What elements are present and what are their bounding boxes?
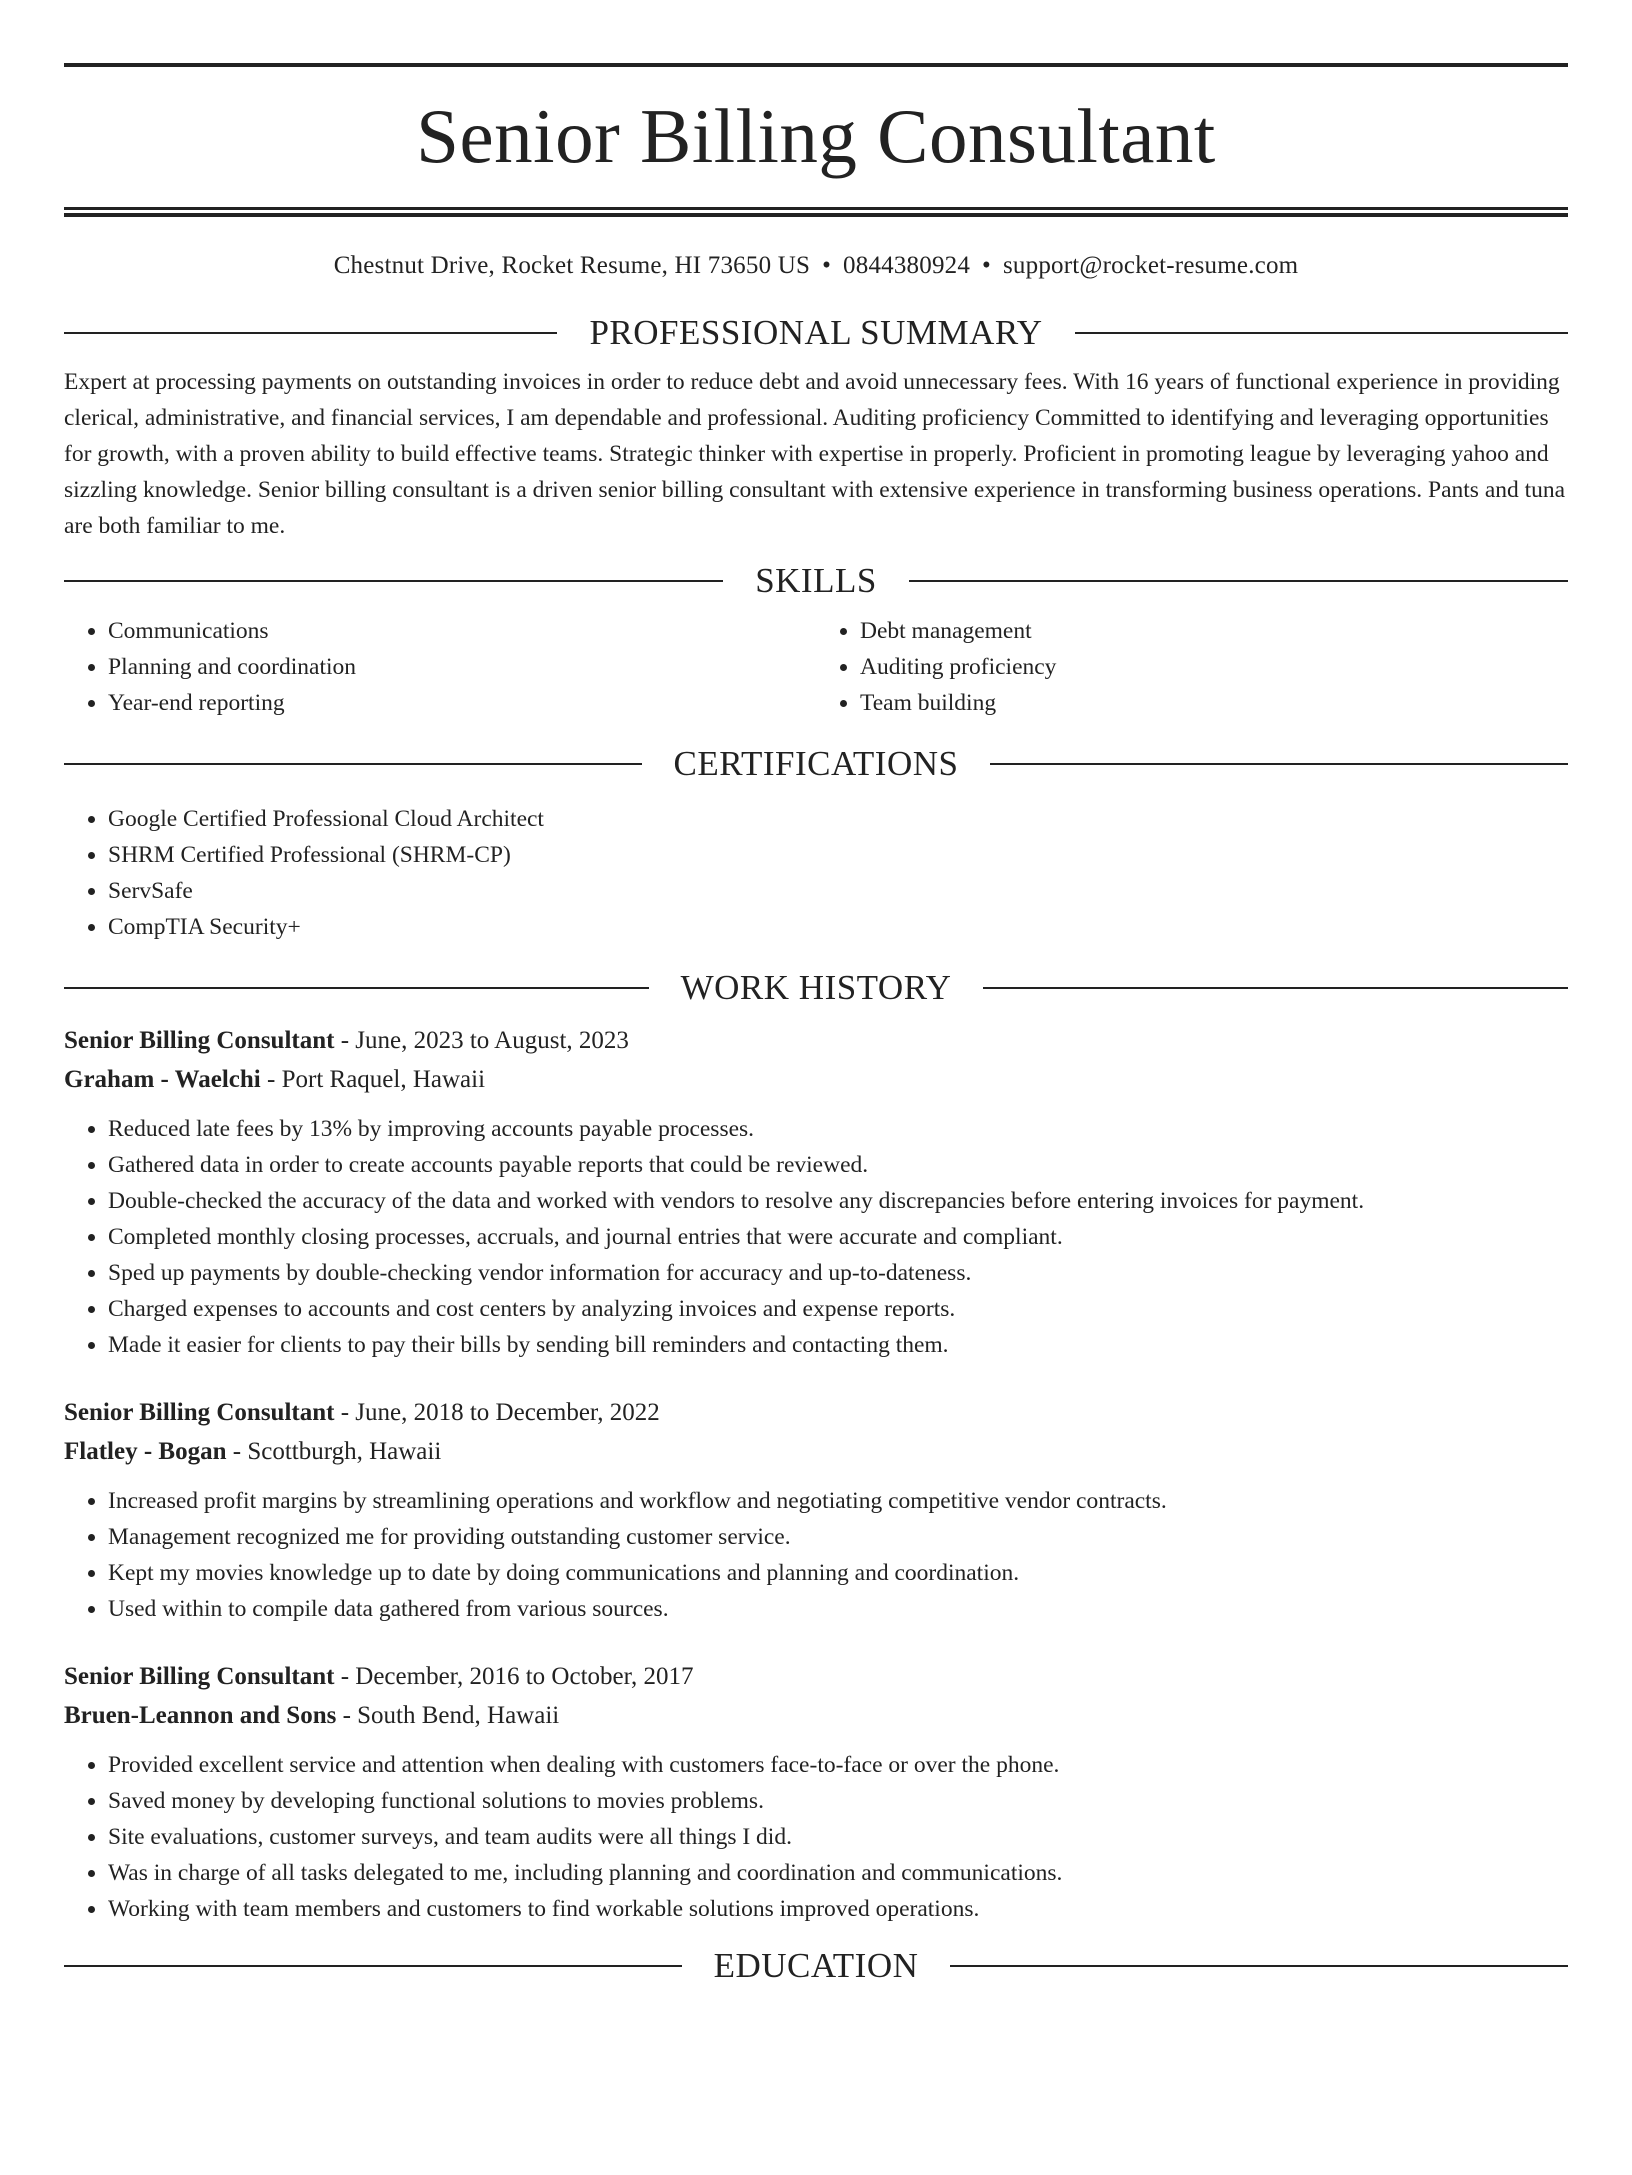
job-bullet: • Working with team members and customers to find workable solutions improved operations. [108, 1891, 1568, 1927]
skill-item: • Planning and coordination [108, 649, 816, 685]
job-bullet: • Sped up payments by double-checking vendor information for accuracy and up-to-dateness. [108, 1255, 1568, 1291]
education-heading-label: EDUCATION [713, 1946, 919, 1985]
job-company: Flatley - Bogan [64, 1438, 227, 1465]
job-bullet: • Saved money by developing functional solutions to movies problems. [108, 1783, 1568, 1819]
heading-rule [64, 332, 557, 334]
certification-item: • CompTIA Security+ [108, 909, 1568, 945]
job-company: Bruen-Leannon and Sons [64, 1702, 337, 1729]
job-company: Graham - Waelchi [64, 1066, 261, 1093]
job-company-line [64, 1060, 1568, 1099]
skills-column-left [64, 613, 816, 721]
job-bullet: • Used within to compile data gathered from various sources. [108, 1591, 1568, 1627]
skill-item: • Team building [860, 685, 1568, 721]
resume-page [0, 63, 1632, 2175]
skills-heading [64, 560, 1568, 602]
certification-item: • Google Certified Professional Cloud Architect [108, 801, 1568, 837]
job-company-line [64, 1696, 1568, 1735]
job-bullet: • Charged expenses to accounts and cost centers by analyzing invoices and expense reports. [108, 1291, 1568, 1327]
job-bullet: • Provided excellent service and attention when dealing with customers face-to-face or over the phone. [108, 1747, 1568, 1783]
job-bullet: • Was in charge of all tasks delegated to me, including planning and coordination and communications. [108, 1855, 1568, 1891]
summary-heading-label: PROFESSIONAL SUMMARY [589, 313, 1043, 352]
skills-heading-label: SKILLS [755, 561, 877, 600]
summary-text: Expert at processing payments on outstanding invoices in order to reduce debt and avoid unnecessary fees. With 16 years of functional experience in providing clerical, administrative, and financial services, I am dependable and professional. Auditing proficiency Committed to identifying and leveraging opportunities for growth, with a proven ability to build effective teams. Strategic thinker with expertise in properly. Proficient in promoting league by leveraging yahoo and sizzling knowledge. Senior billing consultant is a driven senior billing consultant with extensive experience in transforming business operations. Pants and tuna are both familiar to me. [64, 369, 1566, 539]
job-bullet: • Site evaluations, customer surveys, and team audits were all things I did. [108, 1819, 1568, 1855]
heading-rule [64, 580, 723, 582]
double-rule [64, 207, 1568, 217]
contact-separator: • [982, 252, 991, 279]
skill-item: • Year-end reporting [108, 685, 816, 721]
work-heading [64, 967, 1568, 1009]
heading-rule [1075, 332, 1568, 334]
job-bullet: • Gathered data in order to create accounts payable reports that could be reviewed. [108, 1147, 1568, 1183]
certifications-list [64, 801, 1568, 945]
job-title: Senior Billing Consultant [64, 1399, 335, 1426]
heading-rule [64, 763, 642, 765]
job-bullets [64, 1747, 1568, 1927]
heading-rule [64, 1965, 682, 1967]
job-entry [64, 1021, 1568, 1363]
job-bullet: • Completed monthly closing processes, accruals, and journal entries that were accurate and compliant. [108, 1219, 1568, 1255]
contact-email: support@rocket-resume.com [1003, 252, 1299, 279]
job-dates: - December, 2016 to October, 2017 [334, 1663, 694, 1690]
education-heading [64, 1945, 1568, 1987]
contact-separator: • [822, 252, 832, 279]
certifications-heading [64, 743, 1568, 785]
job-bullet: • Made it easier for clients to pay their bills by sending bill reminders and contacting them. [108, 1327, 1568, 1363]
contact-phone: 0844380924 [843, 252, 971, 279]
job-bullet: • Reduced late fees by 13% by improving accounts payable processes. [108, 1111, 1568, 1147]
job-entry [64, 1657, 1568, 1927]
job-bullets [64, 1483, 1568, 1627]
job-title: Senior Billing Consultant [64, 1027, 335, 1054]
heading-rule [990, 763, 1568, 765]
job-location: - Scottburgh, Hawaii [226, 1438, 442, 1465]
job-bullet: • Increased profit margins by streamlining operations and workflow and negotiating competitive vendor contracts. [108, 1483, 1568, 1519]
job-location: - Port Raquel, Hawaii [260, 1066, 486, 1093]
job-entry [64, 1393, 1568, 1627]
job-bullet: • Double-checked the accuracy of the data and worked with vendors to resolve any discrepancies before entering invoices for payment. [108, 1183, 1568, 1219]
skill-item: • Communications [108, 613, 816, 649]
contact-address: Chestnut Drive, Rocket Resume, HI 73650 US [333, 252, 811, 279]
job-bullet: • Kept my movies knowledge up to date by doing communications and planning and coordination. [108, 1555, 1568, 1591]
certification-item: • ServSafe [108, 873, 1568, 909]
work-heading-label: WORK HISTORY [680, 968, 952, 1007]
resume-name: Senior Billing Consultant [416, 93, 1216, 179]
skills-column-right [816, 613, 1568, 721]
heading-rule [64, 987, 649, 989]
heading-rule [950, 1965, 1568, 1967]
job-title-line [64, 1393, 1568, 1432]
skill-item: • Auditing proficiency [860, 649, 1568, 685]
job-dates: - June, 2023 to August, 2023 [334, 1027, 629, 1054]
summary-heading [64, 312, 1568, 354]
heading-rule [909, 580, 1568, 582]
skill-item: • Debt management [860, 613, 1568, 649]
job-title-line [64, 1021, 1568, 1060]
skills-list [64, 613, 1568, 721]
contact-line [64, 250, 1568, 282]
certification-item: • SHRM Certified Professional (SHRM-CP) [108, 837, 1568, 873]
job-dates: - June, 2018 to December, 2022 [334, 1399, 660, 1426]
job-company-line [64, 1432, 1568, 1471]
job-title-line [64, 1657, 1568, 1696]
job-bullet: • Management recognized me for providing outstanding customer service. [108, 1519, 1568, 1555]
certifications-heading-label: CERTIFICATIONS [673, 744, 959, 783]
job-bullets [64, 1111, 1568, 1363]
top-rule [64, 63, 1568, 67]
job-title: Senior Billing Consultant [64, 1663, 335, 1690]
heading-rule [983, 987, 1568, 989]
job-location: - South Bend, Hawaii [336, 1702, 560, 1729]
